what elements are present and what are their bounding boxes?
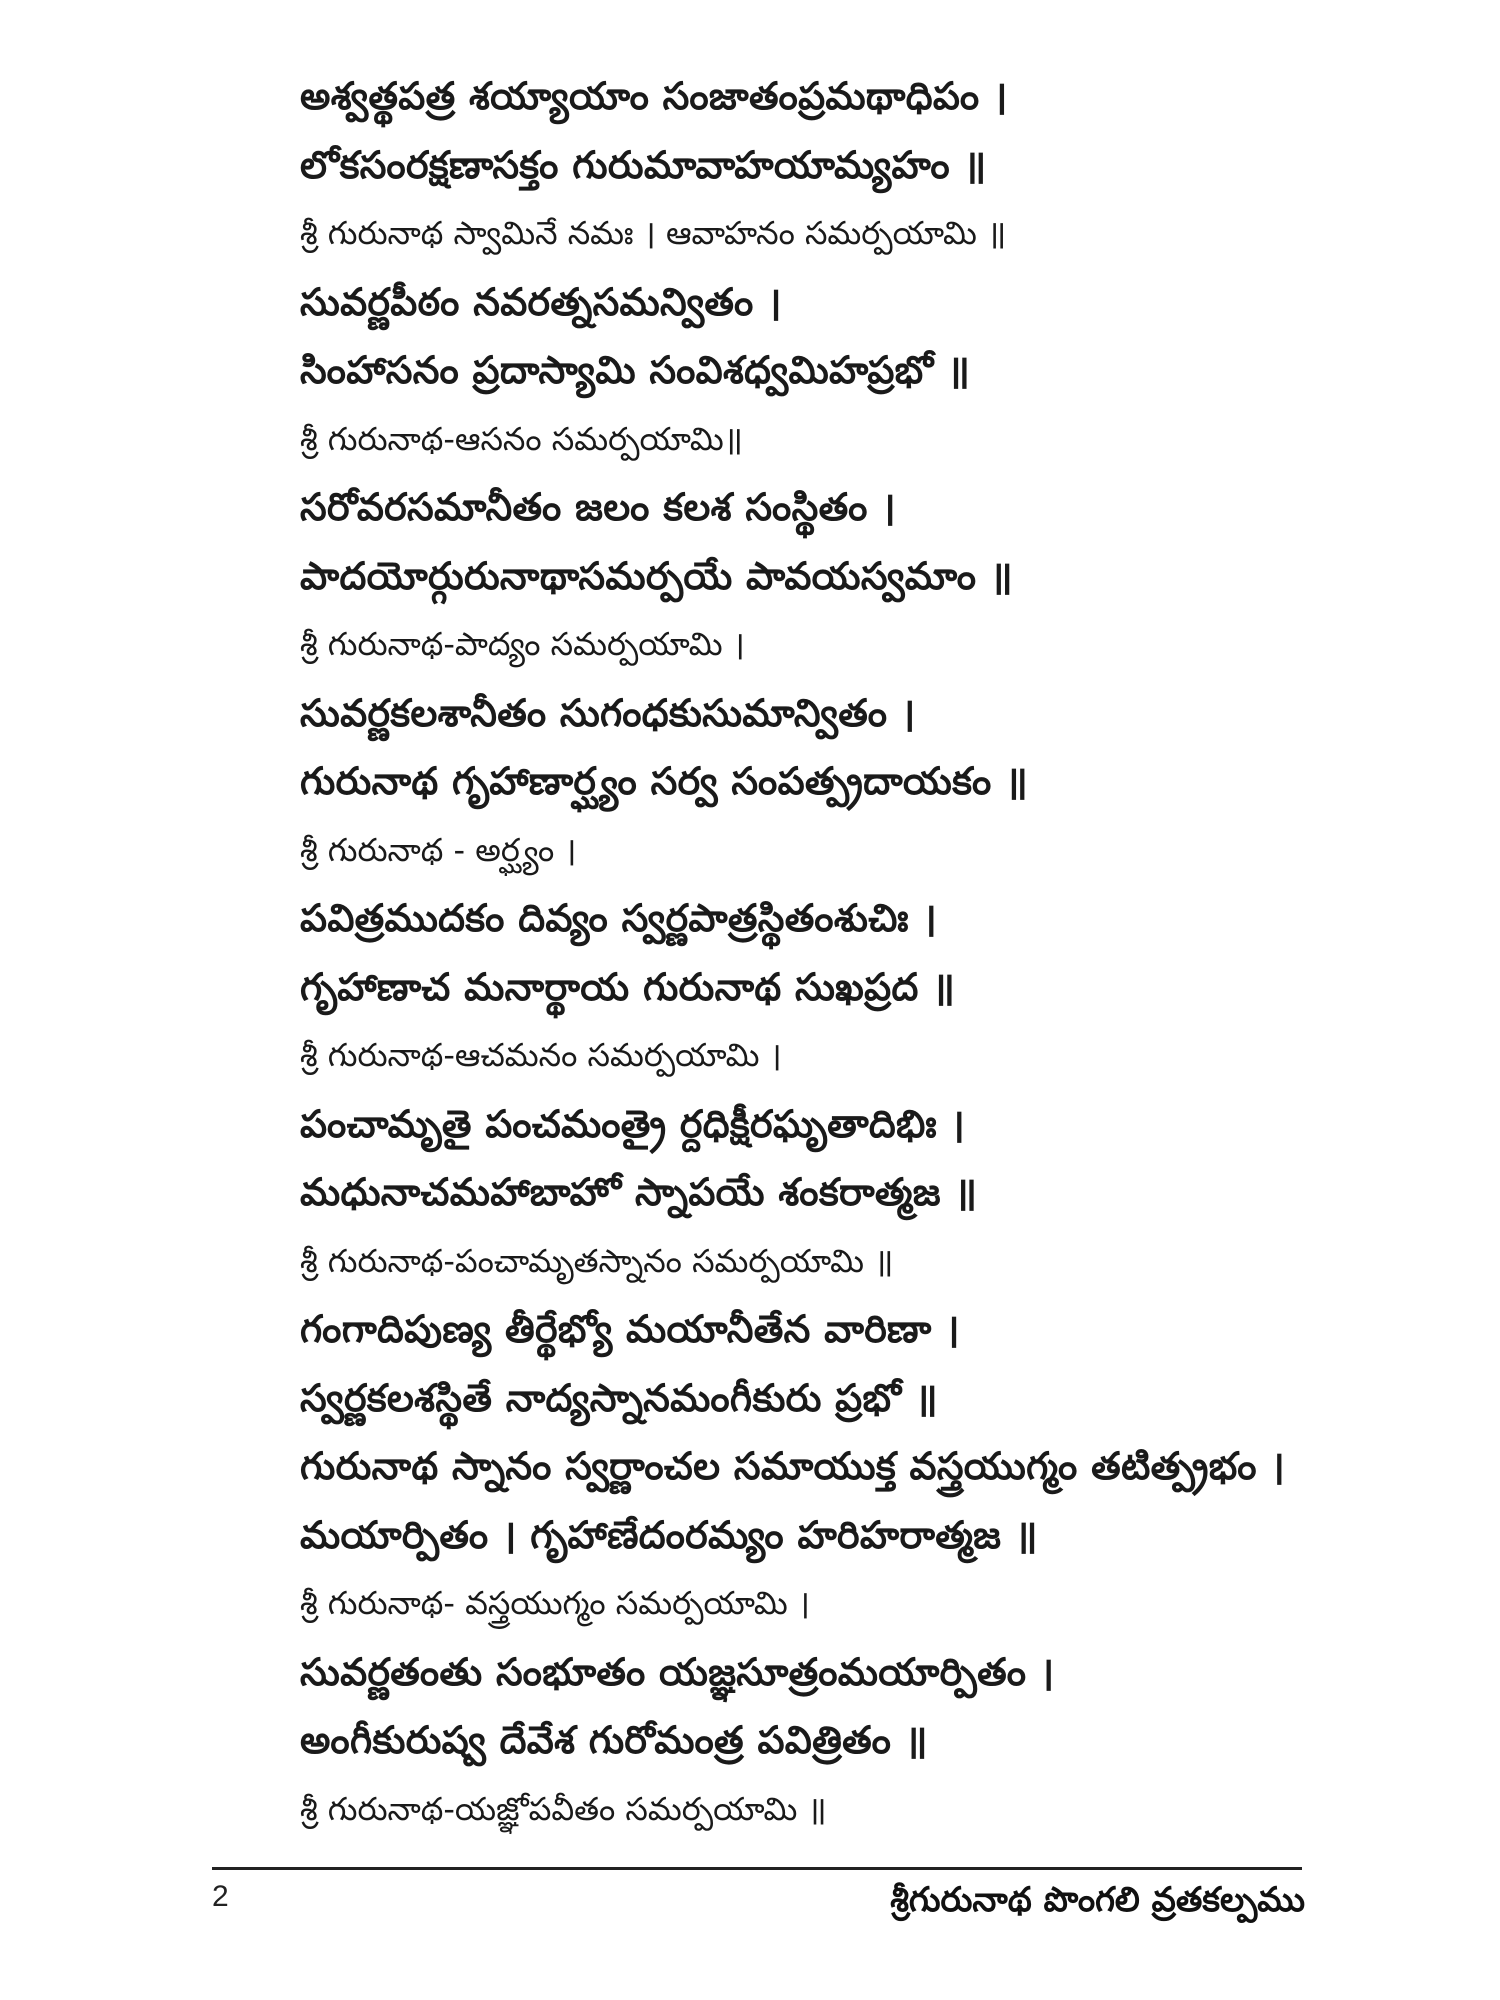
- verse-line: మధునాచమహాబాహో స్నాపయే శంకరాత్మజ ॥: [300, 1170, 978, 1214]
- verse-list: [300, 62, 1340, 1843]
- verse-line: పవిత్రముదకం దివ్యం స్వర్ణపాత్రస్థితంశుచిః ।: [300, 896, 938, 940]
- mantra-line: శ్రీ గురునాథ-యజ్ఞోపవీతం సమర్పయామి ॥: [300, 1789, 827, 1828]
- page-number: 2: [212, 1880, 229, 1913]
- book-title: శ్రీగురునాథ పొంగలి వ్రతకల్పము: [890, 1880, 1305, 1920]
- verse-line: స్వర్ణకలశస్థితే నాద్యస్నానమంగీకురు ప్రభో ॥: [300, 1375, 938, 1420]
- mantra-line: శ్రీ గురునాథ-పంచామృతస్నానం సమర్పయామి ॥: [300, 1241, 894, 1280]
- verse-line: అంగీకురుష్వ దేవేశ గురోమంత్ర పవిత్రితం ॥: [300, 1718, 928, 1762]
- verse-line: సరోవరసమానీతం జలం కలశ సంస్థితం ।: [300, 485, 896, 529]
- verse-line: సువర్ణతంతు సంభూతం యజ్ఞసూత్రంమయార్పితం ।: [300, 1649, 1055, 1694]
- verse-line: సువర్ణకలశానీతం సుగంధకుసుమాన్వితం ।: [300, 690, 916, 735]
- verse-line: గురునాథ స్నానం స్వర్ణాంచల సమాయుక్త వస్త్రయుగ్మం తటిత్ప్రభం ।: [300, 1444, 1286, 1488]
- verse-line: పాదయోర్గురునాథాసమర్పయే పావయస్వమాం ॥: [300, 553, 1013, 598]
- mantra-line: శ్రీ గురునాథ - అర్ఘ్యం ।: [300, 830, 577, 869]
- verse-line: లోకసంరక్షణాసక్తం గురుమావాహయామ్యహం ॥: [300, 142, 987, 187]
- verse-line: గృహాణాచ మనార్థాయ గురునాథ సుఖప్రద ॥: [300, 964, 956, 1009]
- mantra-line: శ్రీ గురునాథ- వస్త్రయుగ్మం సమర్పయామి ।: [300, 1584, 811, 1622]
- mantra-line: శ్రీ గురునాథ-పాద్యం సమర్పయామి ।: [300, 625, 745, 663]
- mantra-line: శ్రీ గురునాథ-ఆచమనం సమర్పయామి ।: [300, 1036, 782, 1074]
- footer-divider: [212, 1867, 1302, 1870]
- verse-line: పంచామృతై పంచమంత్రై ర్దధిక్షీరఘృతాదిభిః ।: [300, 1101, 966, 1146]
- verse-line: సింహాసనం ప్రదాస్యామి సంవిశధ్వమిహప్రభో ॥: [300, 348, 971, 392]
- verse-line: మయార్పితం । గృహాణేదంరమ్యం హరిహరాత్మజ ॥: [300, 1512, 1038, 1557]
- mantra-line: శ్రీ గురునాథ స్వామినే నమః । ఆవాహనం సమర్పయామి ॥: [300, 214, 1007, 252]
- verse-line: సువర్ణపీఠం నవరత్నసమన్వితం ।: [300, 279, 782, 324]
- mantra-line: శ్రీ గురునాథ-ఆసనం సమర్పయామి॥: [300, 419, 743, 458]
- verse-line: గంగాదిపుణ్య తీర్థేభ్యో మయానీతేన వారిణా ।: [300, 1307, 960, 1351]
- verse-line: అశ్వత్థపత్ర శయ్యాయాం సంజాతంప్రమథాధిపం ।: [300, 74, 1008, 118]
- verse-line: గురునాథ గృహాణార్ఘ్యం సర్వ సంపత్ప్రదాయకం ॥: [300, 759, 1029, 803]
